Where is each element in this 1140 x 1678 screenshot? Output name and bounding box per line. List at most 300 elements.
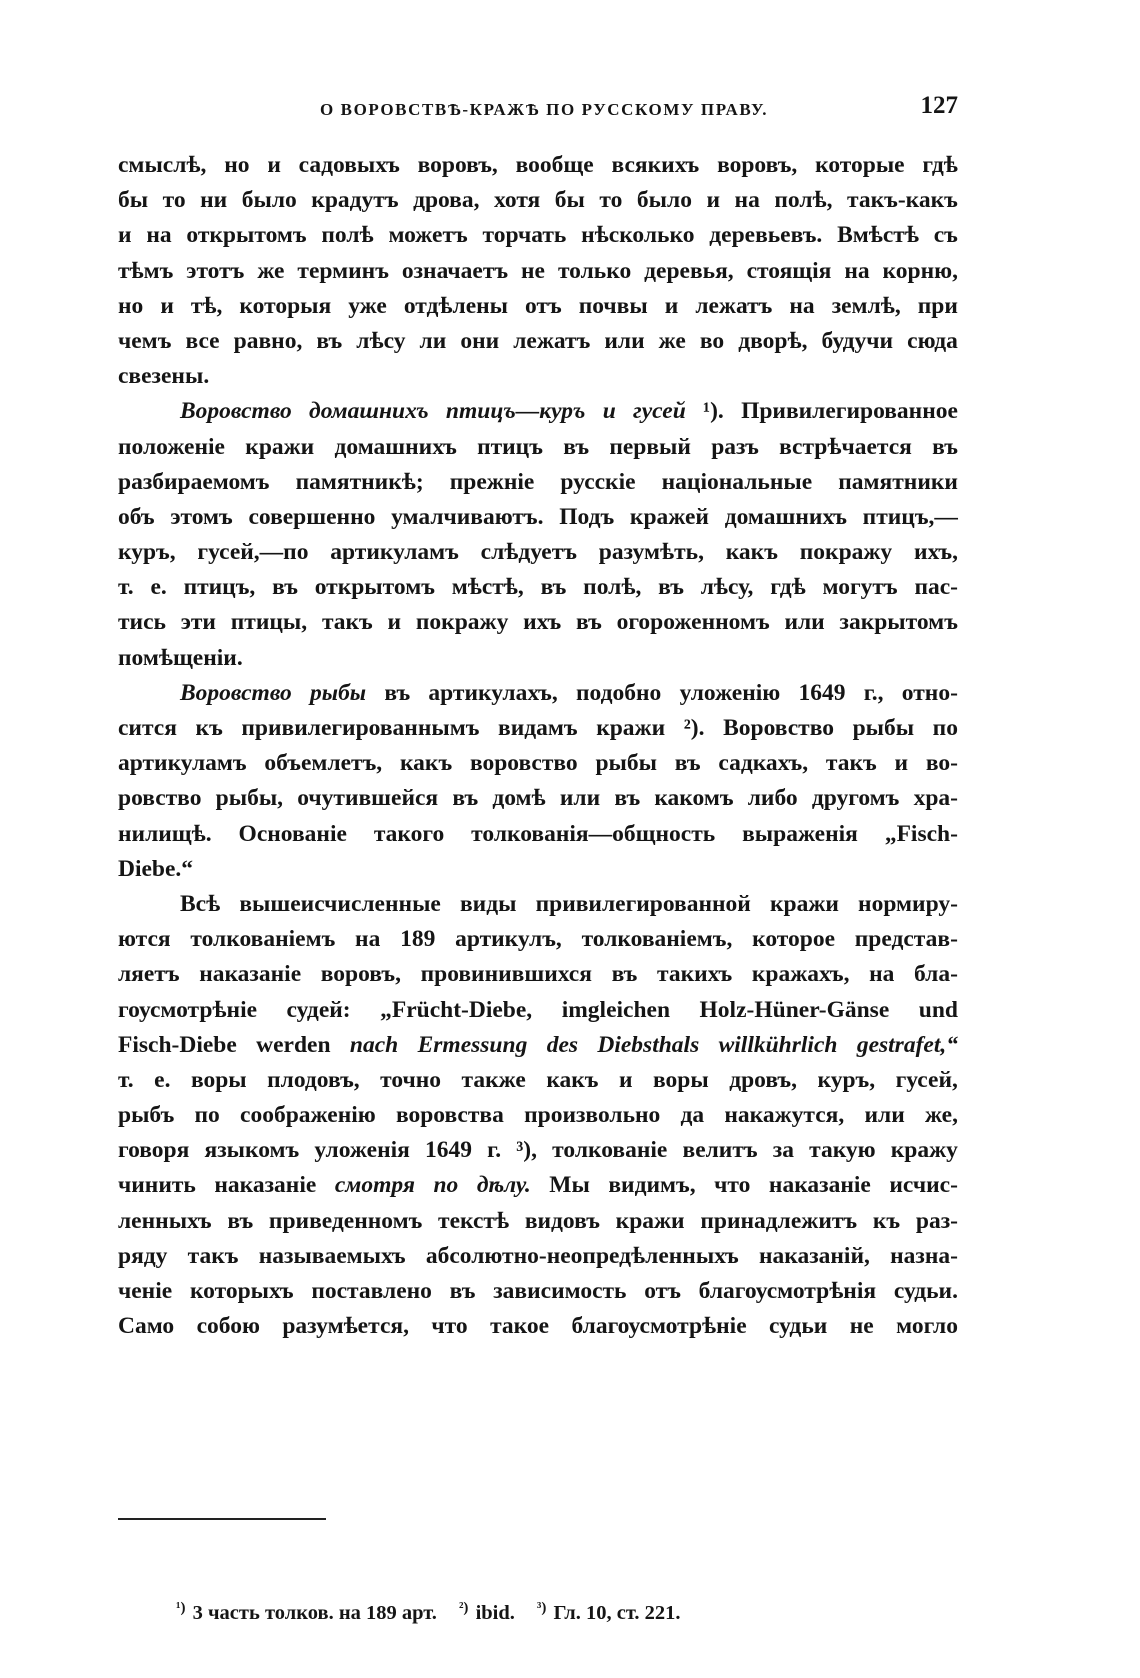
- word: могутъ: [822, 574, 898, 601]
- word: ются: [118, 926, 171, 953]
- word: артикулахъ,: [428, 679, 558, 706]
- word: судьи.: [893, 1278, 958, 1304]
- word: тись: [118, 609, 166, 636]
- word: вышеисчисленные: [239, 890, 441, 917]
- italic-word: гусей: [633, 398, 686, 425]
- word: первый: [609, 433, 691, 460]
- word: наказаніе: [199, 961, 302, 988]
- text-line: [118, 993, 958, 1028]
- word: въ: [452, 785, 479, 812]
- word: е.: [150, 574, 167, 601]
- word: ихъ: [523, 609, 562, 636]
- word: что: [714, 1172, 751, 1199]
- word: нѣсколько: [581, 222, 695, 249]
- word: отъ: [644, 1278, 681, 1304]
- word: такъ-какъ: [847, 187, 958, 214]
- word: при: [917, 292, 958, 319]
- word: Мы: [549, 1172, 590, 1199]
- body-text: [118, 148, 958, 1344]
- text-line: [118, 817, 958, 852]
- word: же,: [924, 1102, 958, 1129]
- word: съ: [933, 222, 958, 249]
- word: зависимость: [493, 1278, 627, 1304]
- word: покражу: [799, 539, 893, 566]
- footnote-mark: ¹): [176, 1600, 186, 1616]
- word: 189: [400, 926, 436, 953]
- word: на: [844, 257, 870, 284]
- word: полѣ,: [774, 187, 833, 214]
- text-line: [118, 852, 958, 887]
- word: въ: [384, 679, 411, 706]
- italic-word: рыбы: [310, 679, 367, 706]
- word: воры: [653, 1066, 709, 1093]
- word: раз-: [915, 1207, 958, 1234]
- text-line: [118, 1098, 958, 1133]
- word: этотъ: [186, 257, 245, 284]
- word: въ: [658, 574, 684, 601]
- text-line: [118, 359, 958, 394]
- word: воровства: [395, 1102, 504, 1129]
- word: то: [599, 187, 623, 214]
- footnote-text: Гл. 10, ст. 221.: [553, 1602, 681, 1624]
- text-line: [118, 605, 958, 640]
- word: терминъ: [297, 257, 389, 284]
- word: ли: [419, 327, 447, 354]
- word: гдѣ: [770, 574, 806, 601]
- word: или: [784, 609, 825, 636]
- word: объ: [118, 503, 155, 530]
- word: выраженія: [742, 820, 858, 847]
- italic-word: смотря: [334, 1172, 415, 1199]
- word: могло: [896, 1313, 958, 1340]
- word: Привилегированное: [741, 398, 958, 425]
- word: гоусмотрѣніе: [118, 996, 258, 1023]
- footnote-separator: [118, 1518, 326, 1520]
- word: видовъ: [524, 1207, 600, 1234]
- word: этомъ: [170, 503, 233, 530]
- word: нормиру-: [858, 890, 958, 917]
- word: совершенно: [248, 503, 376, 530]
- word: въ: [576, 609, 602, 636]
- word: же: [658, 327, 686, 354]
- word: ихъ,: [913, 539, 958, 566]
- word: ³),: [516, 1137, 537, 1164]
- word: въ: [674, 750, 701, 777]
- word: представ-: [854, 926, 958, 953]
- footnote-mark: ²): [458, 1600, 469, 1616]
- italic-word: Ermessung: [417, 1031, 528, 1058]
- word: сится: [118, 715, 177, 741]
- word: равно,: [233, 327, 303, 354]
- word: но: [224, 152, 250, 178]
- word: во-: [925, 750, 958, 777]
- word: или: [864, 1102, 905, 1129]
- page-number: 127: [920, 92, 958, 119]
- word: Всѣ: [180, 890, 221, 917]
- word: werden: [256, 1031, 331, 1058]
- word: г.,: [863, 679, 884, 706]
- word: и: [160, 292, 174, 319]
- text-line: [118, 1133, 958, 1168]
- word: привилегированной: [535, 890, 751, 917]
- word: видамъ: [498, 715, 578, 741]
- word: гусей,—по: [197, 539, 309, 566]
- word: куръ,: [118, 539, 176, 566]
- word: какомъ: [654, 785, 734, 812]
- text-line: [118, 1063, 958, 1098]
- text-line: [118, 465, 958, 500]
- text-line: [118, 535, 958, 570]
- word: чинить: [118, 1172, 196, 1199]
- word: смыслѣ,: [118, 152, 207, 178]
- text-line: [118, 570, 958, 605]
- word: Воровство: [723, 715, 834, 741]
- text-line: [118, 500, 958, 535]
- word: крадутъ: [311, 187, 399, 214]
- italic-word: птицъ—куръ: [445, 398, 586, 425]
- text-line: [118, 1239, 958, 1274]
- word: же: [257, 257, 285, 284]
- text-line: [118, 887, 958, 922]
- word: благоусмотрѣнія: [698, 1278, 877, 1304]
- text-line: [118, 711, 958, 746]
- word: накажутся,: [724, 1102, 845, 1129]
- word: такихъ: [657, 961, 733, 988]
- word: разбираемомъ: [118, 468, 270, 495]
- word: тѣмъ: [118, 257, 174, 284]
- word: собою: [196, 1313, 260, 1340]
- text-line: [118, 781, 958, 816]
- word: очутившейся: [297, 785, 439, 812]
- word: ряду: [118, 1242, 168, 1269]
- word: деревья,: [644, 257, 734, 284]
- word: языкомъ: [204, 1137, 300, 1164]
- word: кражи: [615, 1207, 685, 1234]
- text-line: [118, 746, 958, 781]
- word: можетъ: [388, 222, 468, 249]
- word: и: [618, 1066, 633, 1093]
- word: судей:: [286, 996, 351, 1023]
- italic-word: и: [602, 398, 616, 425]
- word: плодовъ,: [267, 1066, 360, 1093]
- italic-word: по: [433, 1172, 459, 1199]
- word: національные: [661, 468, 813, 495]
- word: мѣстѣ,: [451, 574, 524, 601]
- word: ни: [200, 187, 228, 214]
- word: ¹).: [703, 398, 724, 425]
- word: и: [267, 152, 281, 178]
- word: полѣ: [321, 222, 374, 249]
- word: отно-: [901, 679, 958, 706]
- word: е.: [154, 1066, 171, 1093]
- word: встрѣчается: [779, 433, 912, 460]
- word: за: [772, 1137, 794, 1164]
- word: въ: [449, 1278, 476, 1304]
- word: которые: [815, 152, 905, 178]
- word: открытомъ: [186, 222, 307, 249]
- word: рыбы: [852, 715, 915, 741]
- footnotes: [176, 1600, 703, 1625]
- word: домѣ: [492, 785, 546, 812]
- text-line: [118, 218, 958, 253]
- word: и: [894, 750, 909, 777]
- text-line: [118, 1204, 958, 1239]
- word: воровъ,: [417, 152, 498, 178]
- italic-word: Воровство: [180, 679, 292, 706]
- word: да: [680, 1102, 705, 1129]
- word: по: [932, 715, 958, 741]
- italic-word: домашнихъ: [309, 398, 429, 425]
- italic-word: gestrafet,“: [856, 1031, 958, 1058]
- word: во: [699, 327, 725, 354]
- word: лежатъ: [513, 327, 591, 354]
- word: привилегированнымъ: [241, 715, 480, 741]
- word: полѣ,: [583, 574, 642, 601]
- word: воры: [190, 1066, 247, 1093]
- word: разумѣть,: [598, 539, 704, 566]
- word: куръ,: [817, 1066, 876, 1093]
- word: деревьевъ.: [709, 222, 823, 249]
- word: такъ: [187, 1242, 239, 1269]
- word: какъ: [399, 750, 453, 777]
- text-line: [118, 183, 958, 218]
- word: или: [559, 785, 601, 812]
- word: птицъ,: [183, 574, 256, 601]
- word: толкованіе: [552, 1137, 668, 1164]
- text-line: [118, 1309, 958, 1344]
- word: толкованія—общность: [471, 820, 716, 847]
- word: ²).: [683, 715, 705, 741]
- word: кражи: [769, 890, 839, 917]
- word: Основаніе: [238, 820, 347, 847]
- word: ченіе: [118, 1278, 173, 1304]
- footnote-mark: ³): [536, 1600, 547, 1616]
- word: всякихъ: [611, 152, 700, 178]
- word: исчис-: [889, 1172, 958, 1199]
- word: которое: [752, 926, 835, 953]
- word: въ: [932, 433, 958, 460]
- page-header: [118, 92, 958, 132]
- word: наказаніе: [214, 1172, 317, 1199]
- text-line: [118, 289, 958, 324]
- word: которыя: [239, 292, 332, 319]
- word: рыбъ: [118, 1102, 175, 1129]
- word: такъ: [825, 750, 877, 777]
- word: къ: [195, 715, 223, 741]
- footnote: [459, 1600, 515, 1625]
- word: памятникѣ;: [295, 468, 424, 495]
- word: садкахъ,: [718, 750, 809, 777]
- word: соображенію: [240, 1102, 376, 1129]
- word: отдѣлены: [403, 292, 509, 319]
- word: въ: [540, 574, 567, 601]
- word: виды: [459, 890, 517, 917]
- word: стоящія: [746, 257, 832, 284]
- text-line: [118, 641, 958, 676]
- word: текстѣ: [438, 1207, 510, 1234]
- word: кражу: [890, 1137, 958, 1164]
- word: огороженномъ: [616, 609, 770, 636]
- text-line: [118, 1168, 958, 1203]
- word: корню,: [882, 257, 958, 284]
- word: какъ: [546, 1066, 599, 1093]
- text-line: [118, 1274, 958, 1309]
- word: землѣ,: [831, 292, 901, 319]
- word: открытомъ: [314, 574, 435, 601]
- word: дровъ,: [729, 1066, 798, 1093]
- word: т.: [118, 574, 134, 601]
- word: Подъ: [559, 503, 615, 530]
- word: артикуламъ: [118, 750, 247, 777]
- word: закрытомъ: [839, 609, 958, 636]
- word: не: [849, 1313, 874, 1340]
- word: птицъ: [477, 433, 543, 460]
- word: такъ: [321, 609, 373, 636]
- word: называемыхъ: [258, 1242, 406, 1269]
- word: кражи: [596, 715, 666, 741]
- word: воровъ,: [717, 152, 798, 178]
- word: памятники: [838, 468, 958, 495]
- word: но: [118, 292, 144, 319]
- word: гусей,: [895, 1066, 958, 1093]
- word: которыхъ: [189, 1278, 294, 1304]
- word: объемлетъ,: [264, 750, 383, 777]
- word: принадлежитъ: [700, 1207, 858, 1234]
- text-line: [118, 1028, 958, 1063]
- word: рыбы: [595, 750, 657, 777]
- word: положеніе: [118, 433, 225, 460]
- word: будучи: [821, 327, 894, 354]
- word: судьи: [769, 1313, 828, 1340]
- word: чемъ: [118, 327, 172, 354]
- word: было: [241, 187, 297, 214]
- word: рыбы,: [215, 785, 284, 812]
- word: ляетъ: [118, 961, 180, 988]
- word: артикулъ,: [455, 926, 562, 953]
- word: помѣщеніи.: [118, 644, 243, 671]
- word: прежніе: [449, 468, 535, 495]
- word: какъ: [725, 539, 778, 566]
- word: т.: [118, 1066, 134, 1093]
- word: произвольно: [524, 1102, 661, 1129]
- word: дворѣ,: [738, 327, 808, 354]
- word: Вмѣстѣ: [837, 222, 919, 249]
- word: лѣсу: [356, 327, 406, 354]
- word: пас-: [914, 574, 958, 601]
- word: тѣ,: [190, 292, 223, 319]
- word: und: [918, 996, 958, 1023]
- word: хра-: [913, 785, 958, 812]
- word: и: [387, 609, 402, 636]
- word: и: [706, 187, 721, 214]
- word: Holz-Hüner-Gänse: [699, 996, 890, 1023]
- word: другомъ: [811, 785, 900, 812]
- word: отъ: [525, 292, 562, 319]
- word: на: [869, 961, 895, 988]
- word: бы: [118, 187, 149, 214]
- word: свезены.: [118, 363, 210, 390]
- word: почвы: [578, 292, 648, 319]
- word: что: [431, 1313, 468, 1340]
- word: толкованіемъ,: [581, 926, 733, 953]
- word: въ: [611, 961, 638, 988]
- italic-word: nach: [349, 1031, 399, 1058]
- word: къ: [872, 1207, 901, 1234]
- word: гдѣ: [922, 152, 958, 178]
- running-title: О ВОРОВСТВѢ-КРАЖѢ ПО РУССКОМУ ПРАВУ.: [320, 100, 769, 119]
- word: ровство: [118, 785, 202, 812]
- footnote: [537, 1600, 681, 1625]
- word: домашнихъ: [334, 433, 457, 460]
- word: Fisch-Diebe: [118, 1031, 237, 1058]
- italic-word: Воровство: [180, 398, 292, 425]
- word: также: [461, 1066, 526, 1093]
- word: уложенію: [679, 679, 781, 706]
- word: дрова,: [413, 187, 480, 214]
- footnote: [176, 1600, 437, 1625]
- word: благоусмотрѣніе: [571, 1313, 747, 1340]
- text-line: [118, 957, 958, 992]
- word: ленныхъ: [118, 1207, 212, 1234]
- word: только: [557, 257, 632, 284]
- word: назна-: [890, 1242, 958, 1269]
- word: поставлено: [311, 1278, 432, 1304]
- word: означаетъ: [401, 257, 509, 284]
- word: точно: [380, 1066, 442, 1093]
- word: бы: [554, 187, 585, 214]
- footnote-text: 3 часть толков. на 189 арт.: [192, 1602, 437, 1624]
- word: Само: [118, 1313, 175, 1340]
- word: на: [146, 222, 172, 249]
- word: подобно: [576, 679, 662, 706]
- word: „Frücht-Diebe,: [380, 996, 533, 1023]
- text-line: [118, 148, 958, 183]
- footnote-text: ibid.: [475, 1602, 515, 1624]
- word: въ: [563, 433, 590, 460]
- word: эти: [180, 609, 216, 636]
- word: торчать: [482, 222, 567, 249]
- text-line: [118, 394, 958, 429]
- word: лѣсу,: [700, 574, 754, 601]
- word: воровство: [469, 750, 578, 777]
- italic-word: des: [546, 1031, 579, 1058]
- word: садовыхъ: [298, 152, 400, 178]
- word: видимъ,: [608, 1172, 696, 1199]
- word: они: [460, 327, 500, 354]
- word: въ: [227, 1207, 254, 1234]
- word: „Fisch-: [884, 820, 958, 847]
- word: такого: [373, 820, 445, 847]
- italic-word: Diebsthals: [597, 1031, 700, 1058]
- word: Diebe.“: [118, 855, 194, 882]
- italic-word: willkührlich: [718, 1031, 838, 1058]
- word: на: [789, 292, 815, 319]
- word: артикуламъ: [330, 539, 459, 566]
- word: на: [355, 926, 381, 953]
- word: слѣдуетъ: [480, 539, 577, 566]
- word: или: [604, 327, 645, 354]
- text-line: [118, 676, 958, 711]
- word: 1649: [798, 679, 846, 706]
- word: говоря: [118, 1137, 190, 1164]
- word: разумѣется,: [282, 1313, 409, 1340]
- word: провинившихся: [420, 961, 592, 988]
- word: и: [118, 222, 132, 249]
- word: imgleichen: [561, 996, 671, 1023]
- word: либо: [747, 785, 798, 812]
- word: въ: [272, 574, 298, 601]
- text-line: [118, 430, 958, 465]
